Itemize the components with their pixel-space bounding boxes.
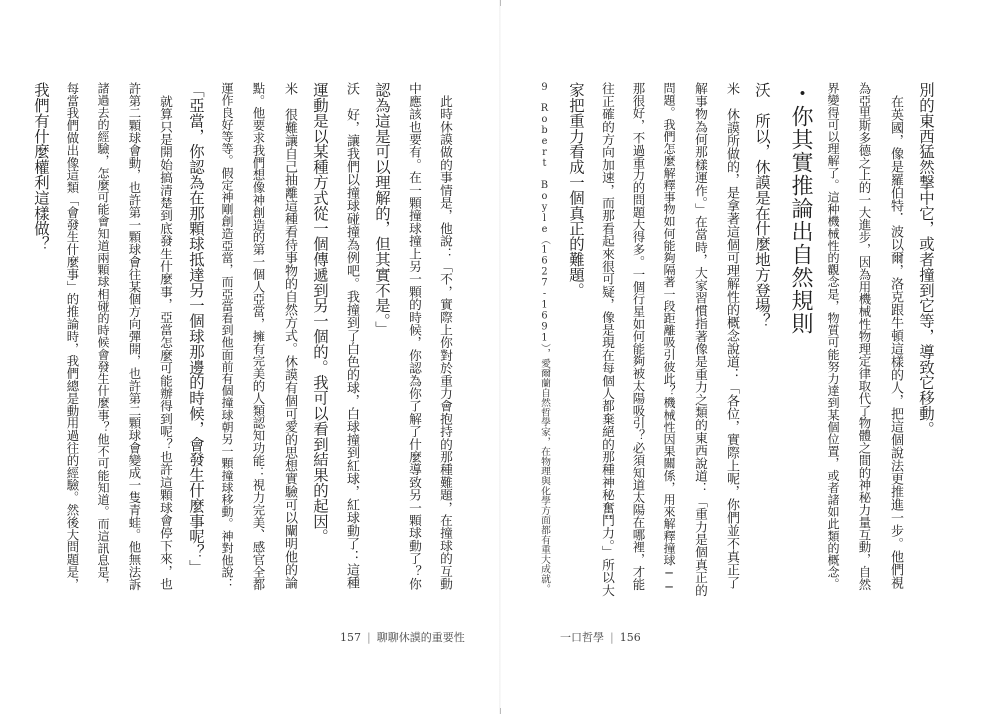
text-column: 沃 所以，休謨是在什麼地方登場？: [753, 82, 771, 329]
text-column: 沃 好，讓我們以撞球碰撞為例吧。我撞到了白色的球，白球撞到紅球，紅球動了：這種: [344, 82, 359, 589]
section-heading: ・你其實推論出自然規則: [788, 82, 813, 335]
folio-divider: |: [610, 631, 614, 644]
page-folio: [560, 629, 641, 645]
text-column: 中應該也要有。在一顆撞球撞上另一顆的時候，你認為你了解了什麼導致另一顆球動了？你: [407, 82, 422, 590]
text-column: 在英國，像是羅伯特．波以爾，洛克跟牛頓這樣的人，把這個說法更推進一步。他們視: [888, 82, 903, 589]
text-column: 我們有什麼權利這樣做？: [32, 82, 50, 252]
folio-divider: |: [367, 631, 371, 644]
page-number: 157: [340, 631, 361, 644]
chapter-title: 聊聊休謨的重要性: [376, 631, 465, 644]
text-column: 米 很難讓自己抽離這種看待事物的自然方式。休謨有個可愛的思想實驗可以闡明他的論: [282, 82, 297, 589]
text-column: 運動是以某種方式從一個傳遞到另一個的。我可以看到結果的起因。: [311, 82, 329, 544]
text-column: 「亞當，你認為在那顆球抵達另一個球那邊的時候，會發生什麼事呢？」: [187, 82, 205, 575]
text-column: 那很好，不過重力的問題大得多。一個行星如何能夠被太陽吸引？必須知道太陽在哪裡，才能: [631, 82, 646, 591]
page-folio: [340, 629, 465, 645]
text-column: 為亞里斯多德之上的一大進步，因為用機械性物理定律取代了物體之間的神秘力量互動，自然: [857, 82, 872, 591]
text-column: 此時休謨做的事情是，他說：「不，實際上你對於重力會抱持的那種難題，在撞球的互動: [438, 82, 453, 590]
text-column: 解事物為何那樣運作。」在當時，大家習慣指著像是重力之類的東西說道：「重力是個真正的: [693, 82, 708, 597]
text-column: 每當我們做出像這類「會發生什麼事」的推論時，我們總是動用過往的經驗。然後大問題是，: [65, 82, 80, 591]
text-column: 諸過去的經驗，怎麼可能會知道兩顆球相碰的時候會發生什麼事？他不可能知道。而這訊息是，: [96, 82, 110, 591]
text-column: 點。他要求我們想像神創造的第一個人亞當，擁有完美的人類認知功能：視力完美、感官全都: [251, 82, 266, 591]
text-column: 問題。我們怎麼解釋事物如何能夠隔著一段距離吸引彼此？機械性因果關係，用來解釋撞球──: [662, 82, 676, 594]
text-column: 別的東西猛然撃中它，或者撞到它等，導致它移動。: [917, 82, 935, 437]
text-column: 認為這是可以理解的，但其實不是。」: [373, 82, 391, 337]
page-number: 156: [619, 631, 641, 644]
text-column: 界變得可以理解了。這种機械性的觀念是，物質可能努力達到某個位置，或者諸如此類的概念。: [826, 82, 840, 591]
text-column: 就算只是開始搞清楚到底發生什麼事，亞當怎麼可能辦得到呢？也許這顆球會停下來，也: [158, 82, 173, 590]
right-page: [500, 0, 1000, 714]
text-column: 運作良好等等。假定神剛創造亞當，而亞當看到他面前有個撞球朝另一顆撞球移動。神對他說：: [220, 82, 234, 591]
text-column: 米 休謨所做的，是拿著這個可理解性的概念說道：「各位，實際上呢，你們並不真正了: [724, 82, 739, 589]
footnote: 9 Robert Boyle（1627-1691），愛爾蘭自然哲學家，在物理與化學方面都有重大成就。: [539, 82, 550, 594]
book-title: 一口哲學: [560, 631, 604, 644]
text-column: 往正確的方向加速，而那看起來很可疑，像是現在每個人都棄絕的那種神秘奮鬥力。」所以大: [600, 82, 615, 597]
text-column: 家把重力看成一個真正的難題。: [567, 82, 585, 298]
text-column: 許第二顆球會動，也許第一顆球會往某個方向彈開，也許第二顆球會變成一隻青蛙。他無法訴: [127, 82, 142, 591]
